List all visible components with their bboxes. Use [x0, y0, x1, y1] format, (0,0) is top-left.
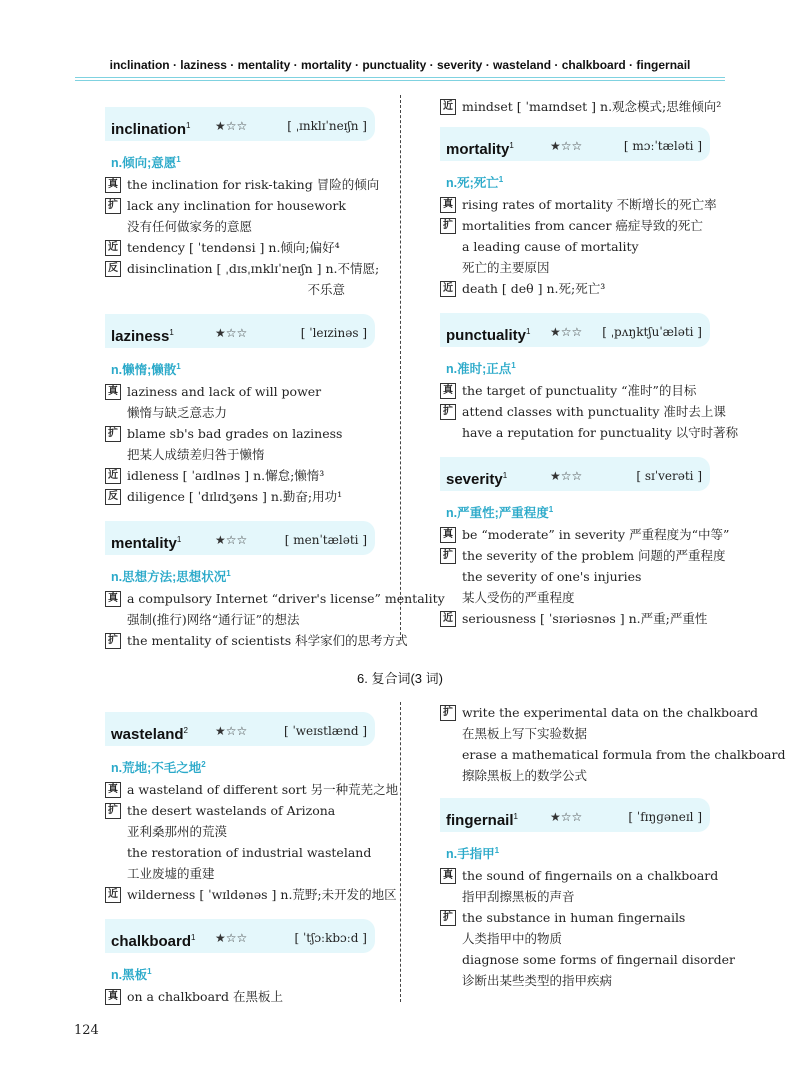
tag-zhen: 真 [105, 782, 121, 798]
tag-jin: 近 [440, 99, 456, 115]
headword: wasteland$^2$ [111, 726, 188, 743]
example-line: 扩 the desert wastelands of Arizona [105, 800, 375, 821]
entry-punctuality [440, 313, 739, 443]
headword-box [105, 919, 375, 953]
example-line: 扩 blame sb's bad grades on laziness [105, 423, 375, 444]
difficulty-stars: ★☆☆ [215, 724, 248, 738]
translation-line: 诊断出某些类型的指甲疾病 [462, 973, 613, 989]
left-column-top [105, 107, 445, 663]
translation-line: 把某人成绩差归咎于懒惰 [127, 447, 265, 463]
entry-mentality [105, 521, 445, 651]
example-line: 真 on a chalkboard 在黑板上 [105, 986, 375, 1007]
translation-line: 亚利桑那州的荒漠 [127, 824, 228, 840]
tag-jin: 近 [105, 887, 121, 903]
tag-kuo: 扩 [105, 803, 121, 819]
tag-fan: 反 [105, 261, 121, 277]
part-of-speech: n.荒地;不毛之地$^2$ [111, 760, 206, 776]
translation-line: 在黑板上写下实验数据 [462, 726, 588, 741]
translation-line: 死亡的主要原因 [462, 260, 550, 276]
synonym-line: 近 death [ deθ ] n.死;死亡³ [440, 278, 710, 299]
example-line: 真 a wasteland of different sort 另一种荒芜之地 [105, 779, 375, 800]
right-column-bottom [440, 702, 786, 1003]
tag-jin: 近 [440, 281, 456, 297]
entry-chalkboard [105, 919, 375, 1007]
headword: severity$^1$ [446, 471, 508, 489]
tag-jin: 近 [105, 468, 121, 484]
translation-line: 指甲刮擦黑板的声音 [462, 889, 575, 905]
part-of-speech: n.手指甲$^1$ [446, 846, 500, 862]
part-of-speech: n.黑板$^1$ [111, 967, 152, 983]
entry-wasteland [105, 712, 399, 905]
headword-box [440, 798, 710, 832]
translation-line: 懒惰与缺乏意志力 [127, 405, 228, 421]
headword: mortality$^1$ [446, 141, 514, 158]
part-of-speech: n.准时;正点$^1$ [446, 361, 516, 377]
tag-zhen: 真 [105, 177, 121, 193]
tag-kuo: 扩 [440, 705, 456, 721]
part-of-speech: n.死;死亡$^1$ [446, 175, 504, 191]
header-rule-2 [75, 80, 725, 81]
tag-kuo: 扩 [105, 198, 121, 214]
part-of-speech: n.思想方法;思想状况$^1$ [111, 569, 231, 585]
phonetic: [ menˈtæləti ] [284, 533, 367, 548]
tag-zhen: 真 [105, 989, 121, 1005]
translation-line: 某人受伤的严重程度 [462, 590, 575, 606]
translation-line: 没有任何做家务的意愿 [127, 219, 253, 235]
phonetic: [ ˌɪnklɪˈneɪʃn ] [287, 119, 367, 133]
example-line: 扩 attend classes with punctuality 准时去上课 [440, 401, 710, 422]
entry-laziness [105, 314, 375, 507]
example-line: 扩 the severity of the problem 问题的严重程度 [440, 545, 710, 566]
example-line: 真 be “moderate” in severity 严重程度为“中等” [440, 524, 710, 545]
antonym-line: 反 diligence [ ˈdɪlɪdʒəns ] n.勤奋;用功¹ [105, 486, 375, 507]
example-line: 真 rising rates of mortality 不断增长的死亡率 [440, 194, 710, 215]
tag-zhen: 真 [440, 197, 456, 213]
part-of-speech: n.懒惰;懒散$^1$ [111, 362, 181, 378]
translation-line: 人类指甲中的物质 [462, 931, 563, 947]
column-divider [400, 95, 407, 640]
difficulty-stars: ★☆☆ [215, 119, 248, 133]
tag-zhen: 真 [105, 591, 121, 607]
synonym-line: 近 seriousness [ ˈsɪəriəsnəs ] n.严重;严重性 [440, 608, 710, 629]
tag-kuo: 扩 [440, 910, 456, 926]
example-line: 扩 write the experimental data on the chalkboard [440, 702, 710, 723]
example-line: the restoration of industrial wasteland [127, 845, 372, 861]
entry-severity [440, 457, 730, 629]
headword: fingernail$^1$ [446, 812, 518, 829]
antonym-continuation: 不乐意 [307, 282, 345, 298]
entry-inclination [105, 107, 380, 300]
tag-kuo: 扩 [440, 404, 456, 420]
entry-fingernail [440, 798, 735, 991]
tag-zhen: 真 [105, 384, 121, 400]
translation-line: 擦除黑板上的数学公式 [462, 768, 588, 783]
example-line: have a reputation for punctuality 以守时著称 [462, 425, 739, 441]
headword: mentality$^1$ [111, 535, 182, 553]
headword: inclination$^1$ [111, 121, 191, 138]
example-line: 真 the inclination for risk-taking 冒险的倾向 [105, 174, 375, 195]
tag-kuo: 扩 [440, 218, 456, 234]
headword-box [440, 127, 710, 161]
tag-zhen: 真 [440, 527, 456, 543]
example-line: 真 the target of punctuality “准时”的目标 [440, 380, 710, 401]
synonym-line: 近 idleness [ ˈaɪdlnəs ] n.懈怠;懒惰³ [105, 465, 375, 486]
headword-box [105, 712, 375, 746]
tag-jin: 近 [440, 611, 456, 627]
left-column-bottom [105, 712, 399, 1019]
synonym-line: 近 wilderness [ ˈwɪldənəs ] n.荒野;未开发的地区 [105, 884, 375, 905]
example-line: 扩 the substance in human fingernails [440, 907, 710, 928]
phonetic: [ mɔːˈtæləti ] [623, 139, 702, 153]
example-line: 扩 mortalities from cancer 癌症导致的死亡 [440, 215, 710, 236]
headword-box [105, 521, 375, 555]
tag-kuo: 扩 [105, 633, 121, 649]
section-title: 6. 复合词(3 词) [357, 671, 443, 686]
translation-line: 强制(推行)网络“通行证”的想法 [127, 612, 300, 628]
example-line: 真 laziness and lack of will power [105, 381, 375, 402]
headword: punctuality$^1$ [446, 327, 531, 345]
headword-box [105, 107, 375, 141]
synonym-line: 近 mindset [ ˈmaɪndset ] n.观念模式;思维倾向² [440, 96, 710, 117]
example-line: a leading cause of mortality [462, 239, 639, 255]
right-column-top [440, 96, 739, 641]
tag-zhen: 真 [440, 383, 456, 399]
difficulty-stars: ★☆☆ [550, 469, 583, 484]
example-line: erase a mathematical formula from the chalkboard [462, 747, 786, 762]
phonetic: [ ˈfɪŋɡəneɪl ] [628, 810, 702, 824]
difficulty-stars: ★☆☆ [550, 810, 583, 824]
phonetic: [ ˈleɪzinəs ] [300, 326, 367, 341]
example-line: 扩 the mentality of scientists 科学家们的思考方式 [105, 630, 375, 651]
difficulty-stars: ★☆☆ [550, 139, 583, 153]
headword-box [440, 457, 710, 491]
tag-zhen: 真 [440, 868, 456, 884]
headword: chalkboard$^1$ [111, 933, 196, 951]
phonetic: [ ˌpʌŋktʃuˈæləti ] [602, 325, 702, 340]
difficulty-stars: ★☆☆ [215, 326, 248, 341]
part-of-speech: n.严重性;严重程度$^1$ [446, 505, 554, 521]
tag-kuo: 扩 [440, 548, 456, 564]
phonetic: [ sɪˈverəti ] [636, 469, 702, 484]
antonym-line: 反 disinclination [ ˌdɪsˌɪnklɪˈneɪʃn ] n.不情愿; [105, 258, 375, 279]
running-header: inclination · laziness · mentality · mortality · punctuality · severity · wasteland · chalkboard · fingernail [109, 58, 691, 72]
phonetic: [ ˈtʃɔːkbɔːd ] [294, 931, 367, 946]
part-of-speech: n.倾向;意愿$^1$ [111, 155, 181, 171]
example-line: 扩 lack any inclination for housework [105, 195, 375, 216]
page-number: 124 [74, 1023, 99, 1038]
difficulty-stars: ★☆☆ [215, 931, 248, 946]
example-line: the severity of one's injuries [462, 569, 642, 585]
tag-kuo: 扩 [105, 426, 121, 442]
example-line: 真 the sound of fingernails on a chalkboard [440, 865, 710, 886]
example-line: diagnose some forms of fingernail disorder [462, 952, 735, 968]
difficulty-stars: ★☆☆ [550, 325, 583, 340]
column-divider-2 [400, 702, 407, 1002]
header-rule [75, 77, 725, 78]
entry-mortality [440, 127, 717, 299]
translation-line: 工业废墟的重建 [127, 866, 215, 882]
headword-box [105, 314, 375, 348]
difficulty-stars: ★☆☆ [215, 533, 248, 548]
phonetic: [ ˈweɪstlænd ] [283, 724, 367, 738]
headword-box [440, 313, 710, 347]
tag-fan: 反 [105, 489, 121, 505]
headword: laziness$^1$ [111, 328, 174, 346]
synonym-line: 近 tendency [ ˈtendənsi ] n.倾向;偏好⁴ [105, 237, 375, 258]
tag-jin: 近 [105, 240, 121, 256]
example-line: 真 a compulsory Internet “driver's license” mentality [105, 588, 375, 609]
